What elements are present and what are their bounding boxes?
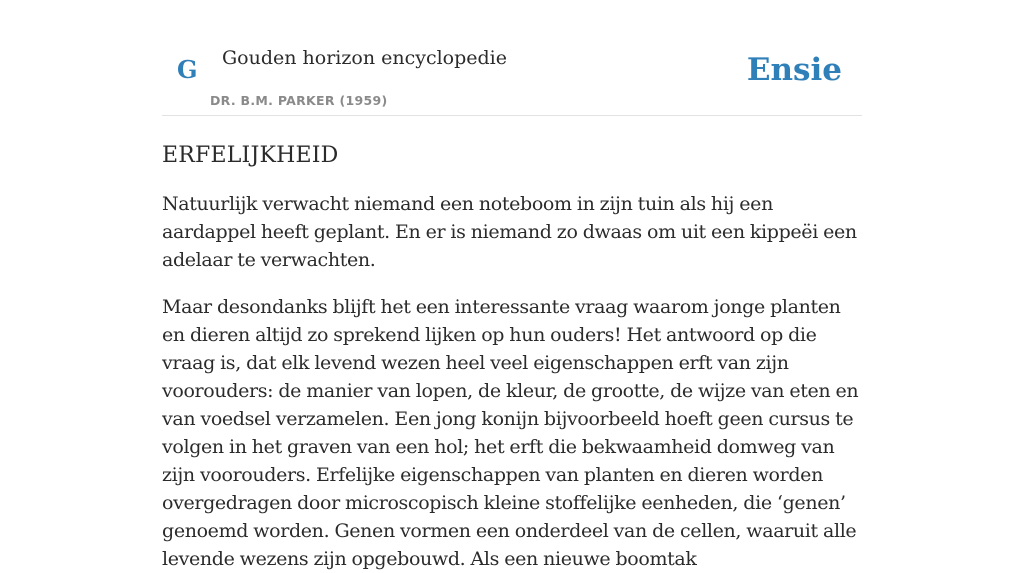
- article-paragraph: Maar desondanks blijft het een interessante vraag waarom jonge planten en dieren altijd zo sprekend lijken op hun ouders! Het antwoord op die vraag is, dat elk levend wezen heel veel eigenschappen erft van zijn voorouders: de manier van lopen, de kleur, de grootte, de wijze van eten en van voedsel verzamelen. Een jong konijn bijvoorbeeld hoeft geen cursus te volgen in het graven van een hol; het erft die bekwaamheid domweg van zijn voorouders. Erfelijke eigenschappen van planten en dieren worden overgedragen door microscopisch kleine stoffelijke eenheden, die ‘genen’ genoemd worden. Genen vormen een onderdeel van de cellen, waaruit alle levende wezens zijn opgebouwd. Als een nieuwe boomtak: [162, 296, 859, 570]
- source-author: DR. B.M. PARKER (1959): [210, 93, 388, 108]
- ensie-brand-link[interactable]: Ensie: [746, 52, 842, 88]
- page-container: [162, 0, 862, 573]
- page-header: [162, 0, 862, 116]
- article-paragraph: Natuurlijk verwacht niemand een noteboom in zijn tuin als hij een aardappel heeft geplant. En er is niemand zo dwaas om uit een kippeëi een adelaar te verwachten.: [162, 193, 857, 271]
- source-title: Gouden horizon encyclopedie: [222, 47, 507, 69]
- article-headword: ERFELIJKHEID: [162, 143, 339, 168]
- source-logo-link[interactable]: G: [177, 55, 198, 84]
